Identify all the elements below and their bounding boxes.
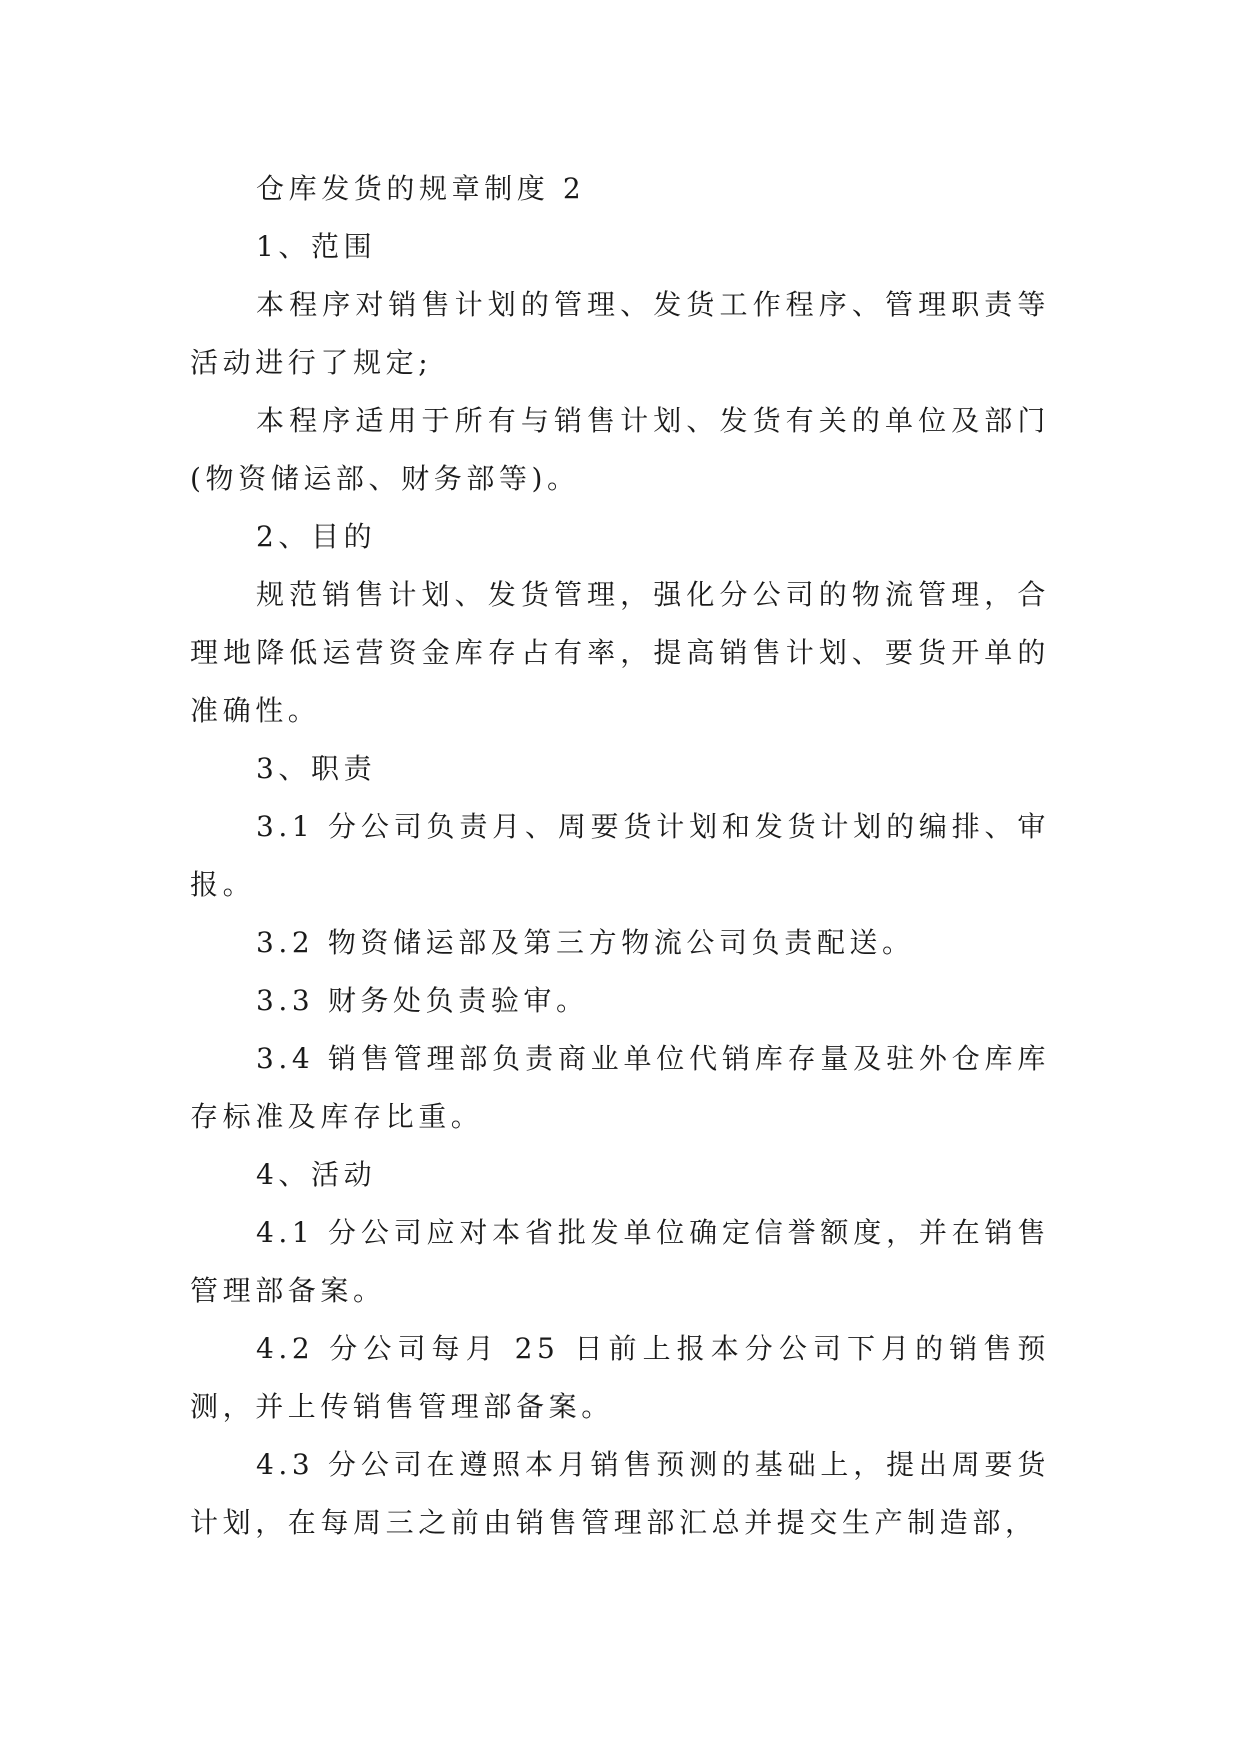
paragraph: 3.4 销售管理部负责商业单位代销库存量及驻外仓库库存标准及库存比重。 <box>190 1042 1050 1133</box>
paragraph: 4.1 分公司应对本省批发单位确定信誉额度，并在销售管理部备案。 <box>190 1216 1050 1307</box>
section-heading-purpose: 2、目的 <box>256 520 377 553</box>
paragraph: 3.2 物资储运部及第三方物流公司负责配送。 <box>256 926 915 959</box>
paragraph: 3.1 分公司负责月、周要货计划和发货计划的编排、审报。 <box>190 810 1050 901</box>
section-heading-duties: 3、职责 <box>256 752 377 785</box>
section-heading-activities: 4、活动 <box>256 1158 377 1191</box>
section-heading-scope: 1、范围 <box>256 230 377 263</box>
paragraph: 4.2 分公司每月 25 日前上报本分公司下月的销售预测，并上传销售管理部备案。 <box>190 1332 1050 1423</box>
paragraph: 本程序适用于所有与销售计划、发货有关的单位及部门(物资储运部、财务部等)。 <box>190 404 1050 495</box>
document-title: 仓库发货的规章制度 2 <box>256 172 586 205</box>
paragraph: 规范销售计划、发货管理，强化分公司的物流管理，合理地降低运营资金库存占有率，提高销售计划、要货开单的准确性。 <box>190 578 1050 727</box>
paragraph: 4.3 分公司在遵照本月销售预测的基础上，提出周要货计划，在每周三之前由销售管理部汇总并提交生产制造部， <box>190 1448 1050 1539</box>
document-body <box>190 160 1050 1552</box>
paragraph: 本程序对销售计划的管理、发货工作程序、管理职责等活动进行了规定; <box>190 288 1050 379</box>
paragraph: 3.3 财务处负责验审。 <box>256 984 589 1017</box>
